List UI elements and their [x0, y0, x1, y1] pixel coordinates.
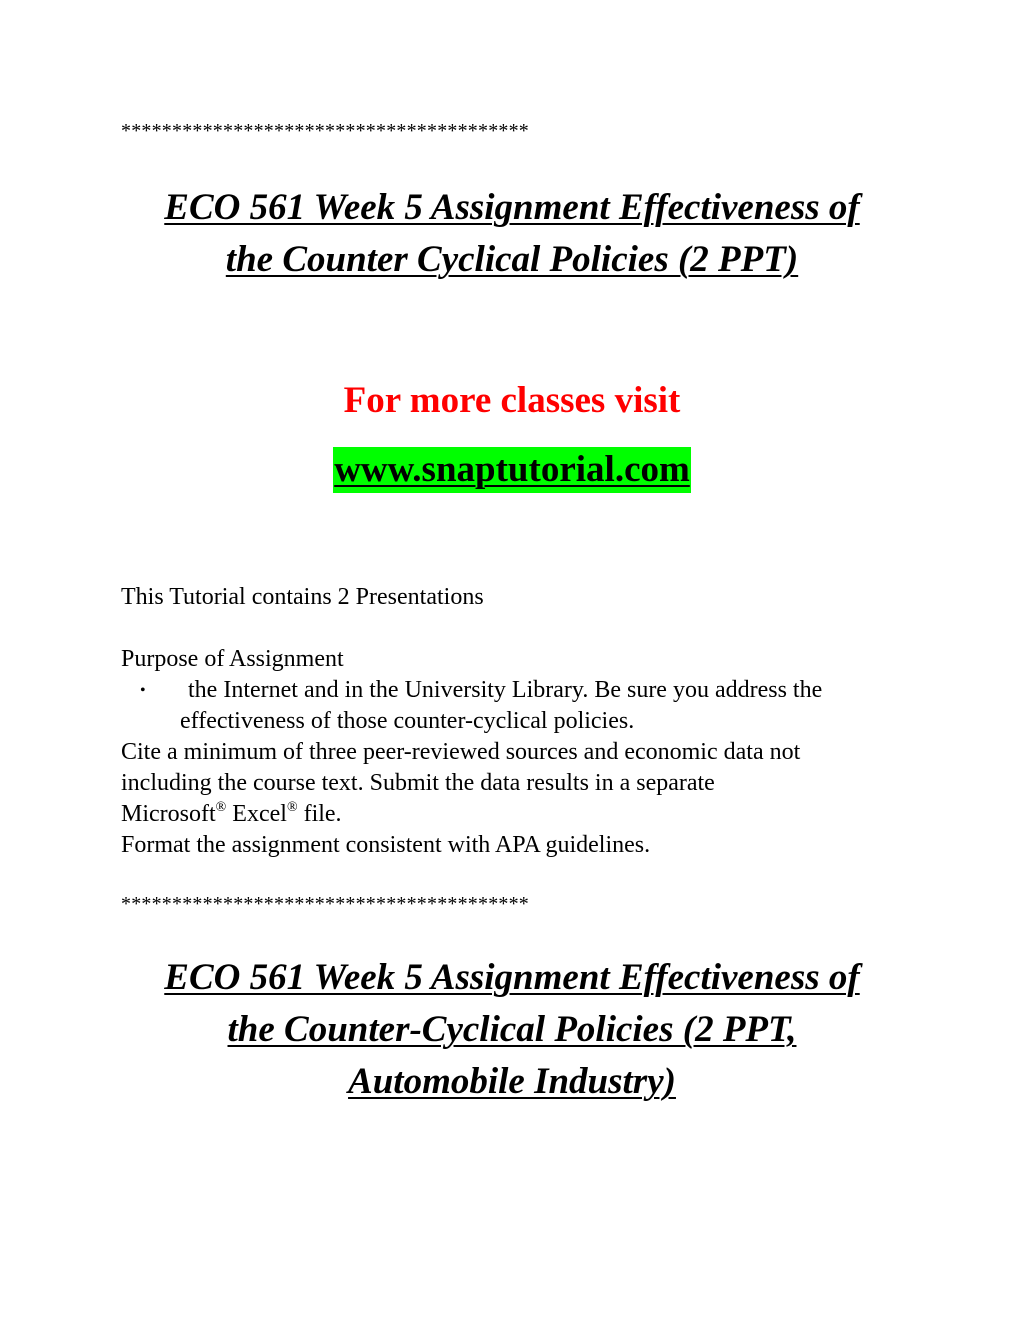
- assignment-title-2-line2: the Counter-Cyclical Policies (2 PPT,: [227, 1009, 797, 1050]
- cite-line-2: including the course text. Submit the data results in a separate: [121, 770, 715, 796]
- excel-text: Excel: [226, 801, 287, 827]
- registered-mark: ®: [286, 800, 298, 815]
- assignment-title-1-line2: the Counter Cyclical Policies (2 PPT): [225, 239, 799, 280]
- bullet-text-line2: effectiveness of those counter-cyclical policies.: [180, 708, 635, 734]
- assignment-title-1: [100, 184, 924, 284]
- tutorial-intro: This Tutorial contains 2 Presentations: [121, 584, 484, 610]
- assignment-title-2: [100, 954, 924, 1106]
- microsoft-text: Microsoft: [121, 801, 216, 827]
- list-item: [121, 675, 921, 737]
- bullet-icon: •: [140, 682, 146, 699]
- registered-mark: ®: [215, 800, 227, 815]
- file-text: file.: [297, 801, 342, 827]
- separator-top: ****************************************: [121, 120, 529, 142]
- format-line: Format the assignment consistent with APA guidelines.: [121, 832, 651, 858]
- separator-bottom: ****************************************: [121, 893, 529, 915]
- assignment-title-2-line1: ECO 561 Week 5 Assignment Effectiveness of: [164, 957, 860, 998]
- cite-line-3: [121, 799, 342, 830]
- promo-text: For more classes visit: [343, 380, 681, 421]
- assignment-title-2-line3: Automobile Industry): [348, 1061, 676, 1102]
- cite-line-1: Cite a minimum of three peer-reviewed sources and economic data not: [121, 739, 801, 765]
- purpose-label: Purpose of Assignment: [121, 646, 344, 672]
- assignment-title-1-line1: ECO 561 Week 5 Assignment Effectiveness of: [164, 187, 860, 228]
- website-link[interactable]: www.snaptutorial.com: [333, 447, 691, 493]
- bullet-text-line1: the Internet and in the University Library. Be sure you address the: [188, 677, 823, 703]
